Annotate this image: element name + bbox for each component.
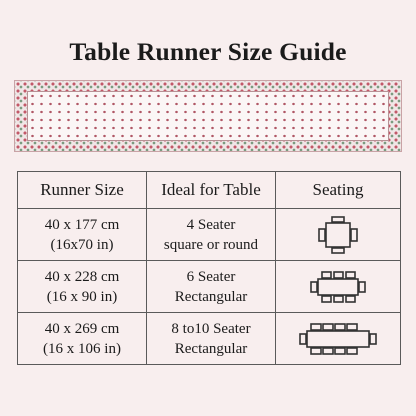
ideal-table-cell bbox=[147, 209, 276, 261]
size-inches: (16 x 106 in) bbox=[43, 340, 121, 357]
size-guide-table bbox=[17, 171, 401, 365]
table-row bbox=[18, 313, 401, 365]
seater-count: 6 Seater bbox=[186, 268, 236, 285]
size-cm: 40 x 177 cm bbox=[44, 216, 120, 233]
runner-center-pattern bbox=[27, 91, 389, 141]
square-table-4-chairs-icon bbox=[315, 215, 361, 255]
ideal-table-cell bbox=[147, 261, 276, 313]
rect-table-6-chairs-icon bbox=[309, 269, 367, 305]
page-title: Table Runner Size Guide bbox=[69, 37, 347, 66]
size-cm: 40 x 269 cm bbox=[44, 320, 120, 337]
runner-size-cell bbox=[18, 209, 147, 261]
header-runner-size: Runner Size bbox=[18, 172, 147, 209]
seating-cell bbox=[276, 313, 401, 365]
header-ideal-for-table: Ideal for Table bbox=[147, 172, 276, 209]
table-shape: Rectangular bbox=[174, 340, 248, 357]
size-cm: 40 x 228 cm bbox=[44, 268, 120, 285]
table-shape: Rectangular bbox=[174, 288, 248, 305]
seating-cell bbox=[276, 261, 401, 313]
table-header-row bbox=[18, 172, 401, 209]
table-runner-image bbox=[14, 80, 402, 152]
seating-cell bbox=[276, 209, 401, 261]
runner-size-cell bbox=[18, 261, 147, 313]
table-row bbox=[18, 209, 401, 261]
size-inches: (16 x 90 in) bbox=[46, 288, 118, 305]
table-shape: square or round bbox=[163, 236, 259, 253]
header-seating: Seating bbox=[276, 172, 401, 209]
seater-count: 8 to10 Seater bbox=[171, 320, 251, 337]
runner-size-cell bbox=[18, 313, 147, 365]
size-inches: (16x70 in) bbox=[50, 236, 114, 253]
seater-count: 4 Seater bbox=[186, 216, 236, 233]
rect-table-10-chairs-icon bbox=[298, 321, 378, 357]
table-row bbox=[18, 261, 401, 313]
ideal-table-cell bbox=[147, 313, 276, 365]
